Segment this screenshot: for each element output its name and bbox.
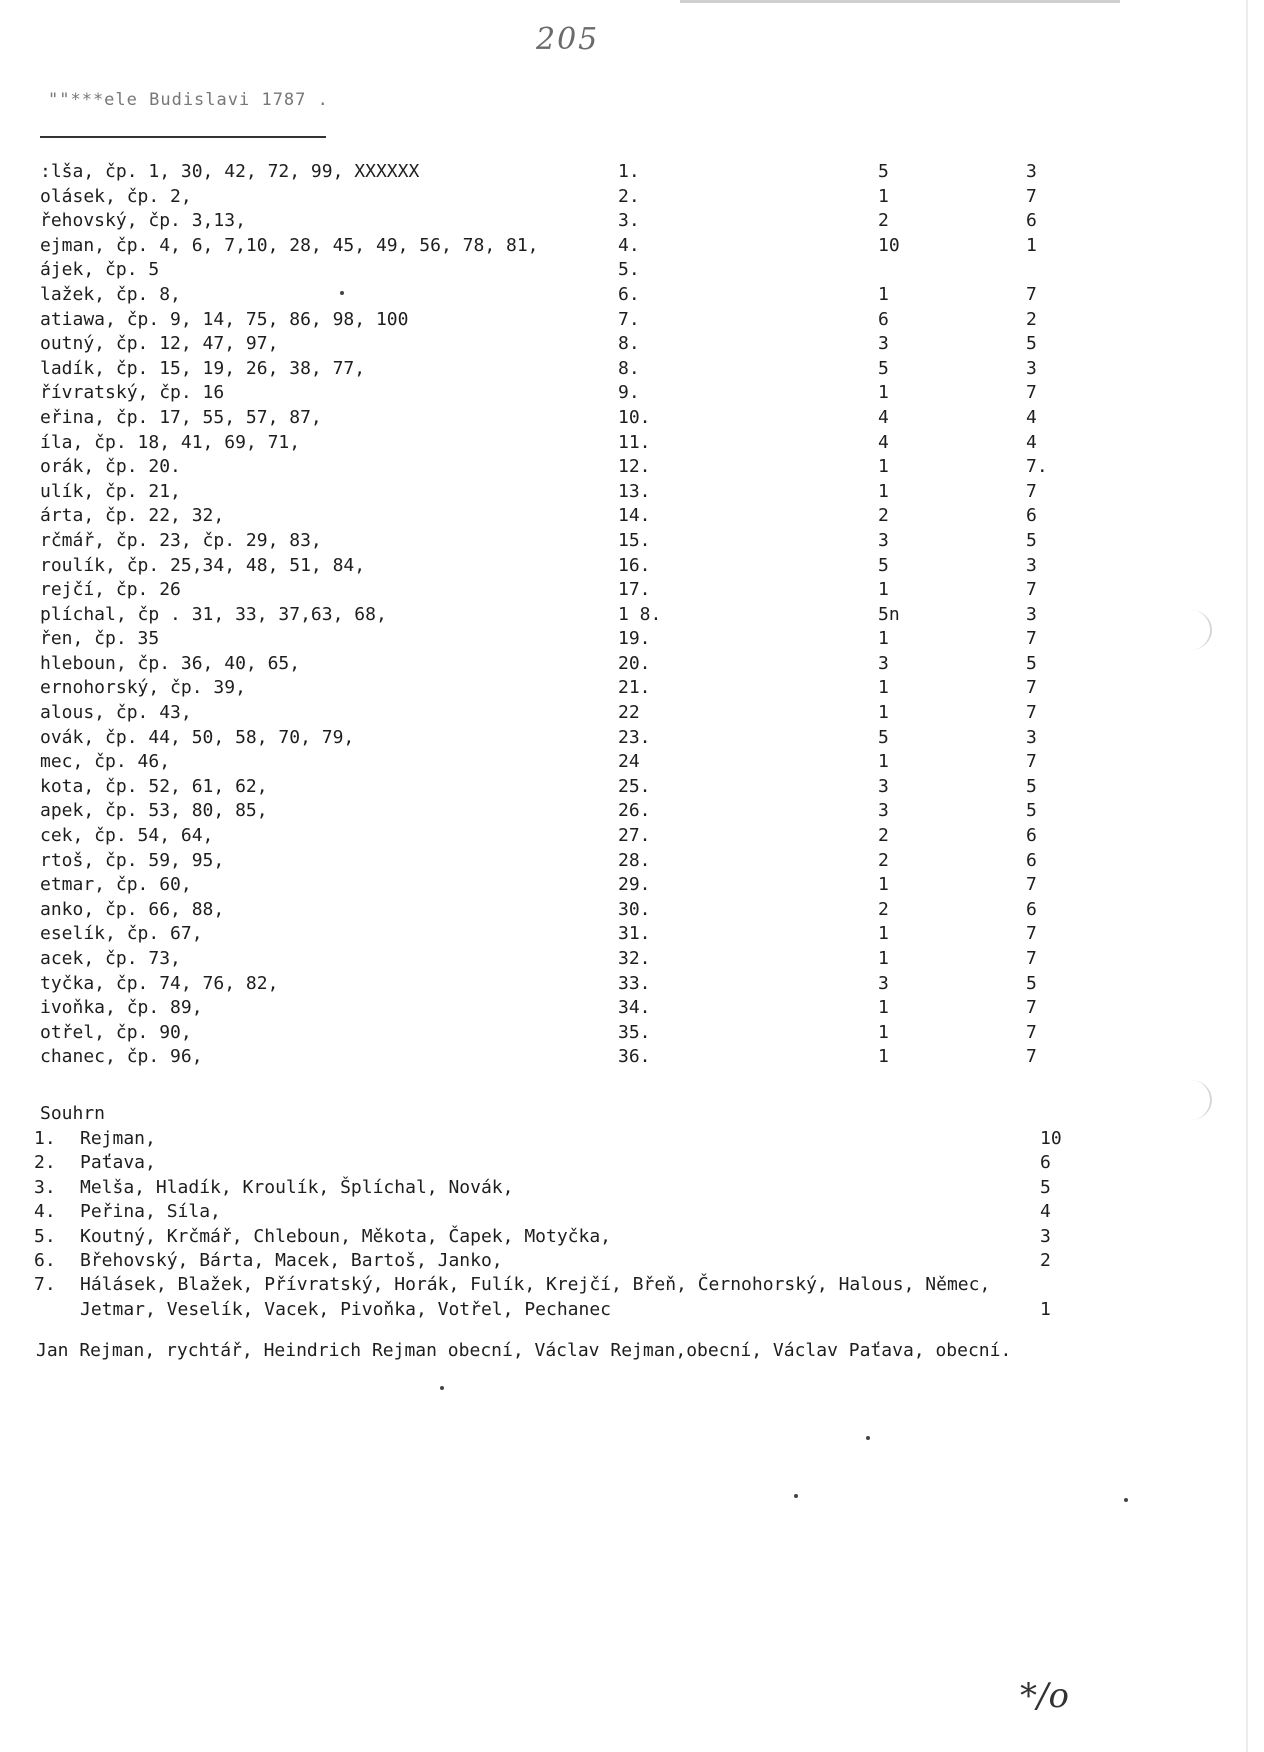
entry-value-b: 7 <box>1026 185 1037 207</box>
entry-name: tyčka, čp. 74, 76, 82, <box>40 972 279 994</box>
entry-name: otřel, čp. 90, <box>40 1021 192 1043</box>
table-row <box>0 209 1264 234</box>
entry-value-b: 7. <box>1026 456 1048 478</box>
entry-value-a: 1 <box>878 702 889 724</box>
summary-index: 1. <box>34 1128 56 1149</box>
entry-value-b: 1 <box>1026 234 1037 256</box>
entry-value-a: 1 <box>878 751 889 773</box>
entry-name: ulík, čp. 21, <box>40 480 181 502</box>
entry-value-a: 1 <box>878 948 889 969</box>
summary-value: 10 <box>1040 1128 1062 1149</box>
summary-row <box>0 1249 1264 1273</box>
entry-number: 28. <box>618 849 651 871</box>
entry-name: lažek, čp. 8, <box>40 283 181 305</box>
entry-number: 26. <box>618 800 651 822</box>
table-row <box>0 234 1264 259</box>
entry-value-a: 4 <box>878 431 889 453</box>
entry-name: chanec, čp. 96, <box>40 1046 203 1068</box>
summary-index: 7. <box>34 1274 56 1296</box>
entry-number: 21. <box>618 677 651 699</box>
entry-value-b: 5 <box>1026 529 1037 551</box>
summary-index: 2. <box>34 1152 56 1174</box>
summary-names: Peřina, Síla, <box>80 1201 221 1223</box>
table-row <box>0 652 1264 677</box>
entry-number: 32. <box>618 948 651 969</box>
entry-value-a: 5 <box>878 726 889 748</box>
entry-value-a: 2 <box>878 825 889 847</box>
entry-value-a: 5 <box>878 357 889 379</box>
summary-index: 4. <box>34 1201 56 1223</box>
entry-value-a: 1 <box>878 579 889 601</box>
summary-names: Jetmar, Veselík, Vacek, Pivoňka, Votřel, Pechanec <box>80 1298 612 1320</box>
table-row <box>0 332 1264 357</box>
entry-value-a: 1 <box>878 283 889 305</box>
entry-value-b: 7 <box>1026 628 1037 650</box>
entry-value-b: 2 <box>1026 308 1037 330</box>
entry-number: 9. <box>618 382 640 404</box>
summary-value: 2 <box>1040 1250 1051 1271</box>
table-row <box>0 406 1264 431</box>
table-row <box>0 775 1264 800</box>
summary-value: 5 <box>1040 1176 1051 1198</box>
summary-row <box>0 1225 1264 1249</box>
entry-value-a: 3 <box>878 333 889 355</box>
table-row <box>0 480 1264 505</box>
entry-value-a: 1 <box>878 1046 889 1068</box>
entry-number: 14. <box>618 505 651 527</box>
entry-number: 34. <box>618 997 651 1019</box>
punch-hole-mark <box>1170 1080 1212 1120</box>
table-row <box>0 283 1264 308</box>
entry-value-a: 2 <box>878 505 889 527</box>
entry-value-b: 7 <box>1026 948 1037 969</box>
summary-index: 3. <box>34 1176 56 1198</box>
entry-value-a: 3 <box>878 529 889 551</box>
entry-value-b: 7 <box>1026 283 1037 305</box>
table-row <box>0 455 1264 480</box>
entry-number: 20. <box>618 652 651 674</box>
entry-name: ivoňka, čp. 89, <box>40 997 203 1019</box>
table-row <box>0 676 1264 701</box>
table-row <box>0 1021 1264 1046</box>
table-row <box>0 849 1264 874</box>
entries-list <box>0 160 1264 1070</box>
entry-value-b: 3 <box>1026 161 1037 182</box>
summary-row <box>0 1298 1264 1322</box>
entry-value-b: 3 <box>1026 726 1037 748</box>
entry-name: :lša, čp. 1, 30, 42, 72, 99, XXXXXX <box>40 161 420 182</box>
entry-number: 8. <box>618 357 640 379</box>
entry-name: mec, čp. 46, <box>40 751 171 773</box>
heading-underline <box>40 136 326 138</box>
table-row <box>0 898 1264 923</box>
entry-number: 36. <box>618 1046 651 1068</box>
entry-value-a: 1 <box>878 677 889 699</box>
entry-name: ladík, čp. 15, 19, 26, 38, 77, <box>40 357 366 379</box>
entry-number: 16. <box>618 554 651 576</box>
entry-value-b: 5 <box>1026 333 1037 355</box>
entry-name: anko, čp. 66, 88, <box>40 898 225 920</box>
entry-name: outný, čp. 12, 47, 97, <box>40 333 279 355</box>
document-heading: ""***ele Budislavi 1787 . <box>48 90 329 110</box>
table-row <box>0 1045 1264 1070</box>
entry-number: 24 <box>618 751 640 773</box>
table-row <box>0 603 1264 628</box>
entry-value-a: 3 <box>878 800 889 822</box>
entry-value-b: 3 <box>1026 603 1037 625</box>
entry-value-b: 7 <box>1026 874 1037 896</box>
table-row <box>0 996 1264 1021</box>
entry-value-b: 7 <box>1026 1046 1037 1068</box>
entry-number: 1 8. <box>618 603 662 625</box>
table-row <box>0 431 1264 456</box>
summary-row <box>0 1200 1264 1224</box>
table-row <box>0 947 1264 972</box>
entry-number: 33. <box>618 972 651 994</box>
entry-value-a: 1 <box>878 185 889 207</box>
entry-name: íla, čp. 18, 41, 69, 71, <box>40 431 301 453</box>
entry-number: 4. <box>618 234 640 256</box>
entry-value-b: 5 <box>1026 972 1037 994</box>
entry-value-b: 5 <box>1026 800 1037 822</box>
entry-value-b: 5 <box>1026 652 1037 674</box>
entry-number: 25. <box>618 775 651 797</box>
entry-value-b: 7 <box>1026 923 1037 945</box>
table-row <box>0 726 1264 751</box>
summary-row <box>0 1151 1264 1175</box>
entry-name: alous, čp. 43, <box>40 702 192 724</box>
entry-value-a: 4 <box>878 406 889 428</box>
table-row <box>0 529 1264 554</box>
table-row <box>0 504 1264 529</box>
entry-name: ejman, čp. 4, 6, 7,10, 28, 45, 49, 56, 78, 81, <box>40 234 539 256</box>
entry-number: 11. <box>618 431 651 453</box>
entry-value-a: 1 <box>878 923 889 945</box>
table-row <box>0 578 1264 603</box>
entry-value-b: 7 <box>1026 702 1037 724</box>
entry-name: řen, čp. 35 <box>40 628 160 650</box>
summary-names: Koutný, Krčmář, Chleboun, Měkota, Čapek, Motyčka, <box>80 1225 612 1247</box>
summary-names: Rejman, <box>80 1128 156 1149</box>
entry-value-a: 3 <box>878 775 889 797</box>
table-row <box>0 258 1264 283</box>
summary-row <box>0 1176 1264 1200</box>
table-row <box>0 922 1264 947</box>
entry-value-a: 1 <box>878 456 889 478</box>
table-row <box>0 185 1264 210</box>
entry-number: 35. <box>618 1021 651 1043</box>
summary-row <box>0 1273 1264 1297</box>
entry-value-b: 7 <box>1026 382 1037 404</box>
entry-value-b: 6 <box>1026 849 1037 871</box>
table-row <box>0 160 1264 185</box>
entry-number: 27. <box>618 825 651 847</box>
entry-name: rejčí, čp. 26 <box>40 579 181 601</box>
entry-number: 15. <box>618 529 651 551</box>
entry-name: ovák, čp. 44, 50, 58, 70, 79, <box>40 726 355 748</box>
entry-value-b: 3 <box>1026 554 1037 576</box>
table-row <box>0 750 1264 775</box>
entry-value-a: 5 <box>878 554 889 576</box>
table-row <box>0 627 1264 652</box>
summary-value: 6 <box>1040 1152 1051 1174</box>
entry-value-b: 6 <box>1026 210 1037 232</box>
entry-number: 8. <box>618 333 640 355</box>
entry-name: kota, čp. 52, 61, 62, <box>40 775 268 797</box>
summary-value: 3 <box>1040 1225 1051 1247</box>
entry-name: hleboun, čp. 36, 40, 65, <box>40 652 301 674</box>
entry-number: 29. <box>618 874 651 896</box>
entry-name: atiawa, čp. 9, 14, 75, 86, 98, 100 <box>40 308 409 330</box>
table-row <box>0 824 1264 849</box>
entry-name: řívratský, čp. 16 <box>40 382 225 404</box>
entry-number: 22 <box>618 702 640 724</box>
entry-name: řehovský, čp. 3,13, <box>40 210 246 232</box>
entry-number: 2. <box>618 185 640 207</box>
signatories-line: Jan Rejman, rychtář, Heindrich Rejman obecní, Václav Rejman,obecní, Václav Paťava, obecní. <box>36 1340 1012 1361</box>
entry-number: 23. <box>618 726 651 748</box>
table-row <box>0 972 1264 997</box>
entry-value-b: 7 <box>1026 751 1037 773</box>
entry-name: olásek, čp. 2, <box>40 185 192 207</box>
entry-value-b: 4 <box>1026 431 1037 453</box>
entry-name: rtoš, čp. 59, 95, <box>40 849 225 871</box>
entry-value-a: 3 <box>878 652 889 674</box>
entry-name: apek, čp. 53, 80, 85, <box>40 800 268 822</box>
entry-value-a: 1 <box>878 382 889 404</box>
entry-value-a: 2 <box>878 898 889 920</box>
summary-value: 1 <box>1040 1298 1051 1320</box>
entry-value-b: 6 <box>1026 505 1037 527</box>
table-row <box>0 357 1264 382</box>
entry-number: 17. <box>618 579 651 601</box>
entry-value-b: 7 <box>1026 579 1037 601</box>
entry-value-b: 4 <box>1026 406 1037 428</box>
summary-row <box>0 1127 1264 1151</box>
scan-edge-line <box>680 0 1120 3</box>
entry-value-b: 7 <box>1026 677 1037 699</box>
entry-value-b: 5 <box>1026 775 1037 797</box>
entry-value-a: 2 <box>878 849 889 871</box>
table-row <box>0 873 1264 898</box>
page-number: 205 <box>536 22 600 57</box>
entry-number: 13. <box>618 480 651 502</box>
entry-name: acek, čp. 73, <box>40 948 181 969</box>
entry-value-a: 10 <box>878 234 900 256</box>
entry-name: plíchal, čp . 31, 33, 37,63, 68, <box>40 603 387 625</box>
entry-number: 5. <box>618 259 640 281</box>
summary-index: 5. <box>34 1225 56 1247</box>
entry-number: 30. <box>618 898 651 920</box>
entry-number: 1. <box>618 161 640 182</box>
entry-value-a: 3 <box>878 972 889 994</box>
entry-value-a: 5n <box>878 603 900 625</box>
entry-name: ernohorský, čp. 39, <box>40 677 246 699</box>
entry-number: 12. <box>618 456 651 478</box>
table-row <box>0 701 1264 726</box>
table-row <box>0 308 1264 333</box>
entry-number: 6. <box>618 283 640 305</box>
table-row <box>0 799 1264 824</box>
entry-number: 7. <box>618 308 640 330</box>
table-row <box>0 381 1264 406</box>
table-row <box>0 554 1264 579</box>
entry-value-a: 1 <box>878 874 889 896</box>
summary-title: Souhrn <box>40 1103 106 1124</box>
entry-value-a: 6 <box>878 308 889 330</box>
entry-name: cek, čp. 54, 64, <box>40 825 214 847</box>
entry-value-b: 6 <box>1026 825 1037 847</box>
entry-number: 10. <box>618 406 651 428</box>
summary-names: Břehovský, Bárta, Macek, Bartoš, Janko, <box>80 1250 503 1271</box>
entry-name: rčmář, čp. 23, čp. 29, 83, <box>40 529 322 551</box>
entry-name: roulík, čp. 25,34, 48, 51, 84, <box>40 554 366 576</box>
entry-value-b: 6 <box>1026 898 1037 920</box>
handwritten-mark: */o <box>1020 1676 1069 1716</box>
entry-name: ájek, čp. 5 <box>40 259 160 281</box>
entry-value-b: 7 <box>1026 997 1037 1019</box>
entry-value-b: 7 <box>1026 480 1037 502</box>
entry-number: 3. <box>618 210 640 232</box>
summary-names: Paťava, <box>80 1152 156 1174</box>
entry-value-a: 1 <box>878 480 889 502</box>
entry-name: orák, čp. 20. <box>40 456 181 478</box>
entry-value-b: 7 <box>1026 1021 1037 1043</box>
summary-value: 4 <box>1040 1201 1051 1223</box>
entry-value-b: 3 <box>1026 357 1037 379</box>
entry-value-a: 1 <box>878 1021 889 1043</box>
entry-name: etmar, čp. 60, <box>40 874 192 896</box>
entry-number: 19. <box>618 628 651 650</box>
entry-value-a: 5 <box>878 161 889 182</box>
entry-value-a: 2 <box>878 210 889 232</box>
entry-value-a: 1 <box>878 997 889 1019</box>
entry-value-a: 1 <box>878 628 889 650</box>
entry-name: árta, čp. 22, 32, <box>40 505 225 527</box>
summary-index: 6. <box>34 1250 56 1271</box>
entry-name: eřina, čp. 17, 55, 57, 87, <box>40 406 322 428</box>
summary-names: Hálásek, Blažek, Přívratský, Horák, Fulík, Krejčí, Břeň, Černohorský, Halous, Němec, <box>80 1274 991 1296</box>
summary-names: Melša, Hladík, Kroulík, Šplíchal, Novák, <box>80 1176 514 1198</box>
entry-number: 31. <box>618 923 651 945</box>
entry-name: eselík, čp. 67, <box>40 923 203 945</box>
